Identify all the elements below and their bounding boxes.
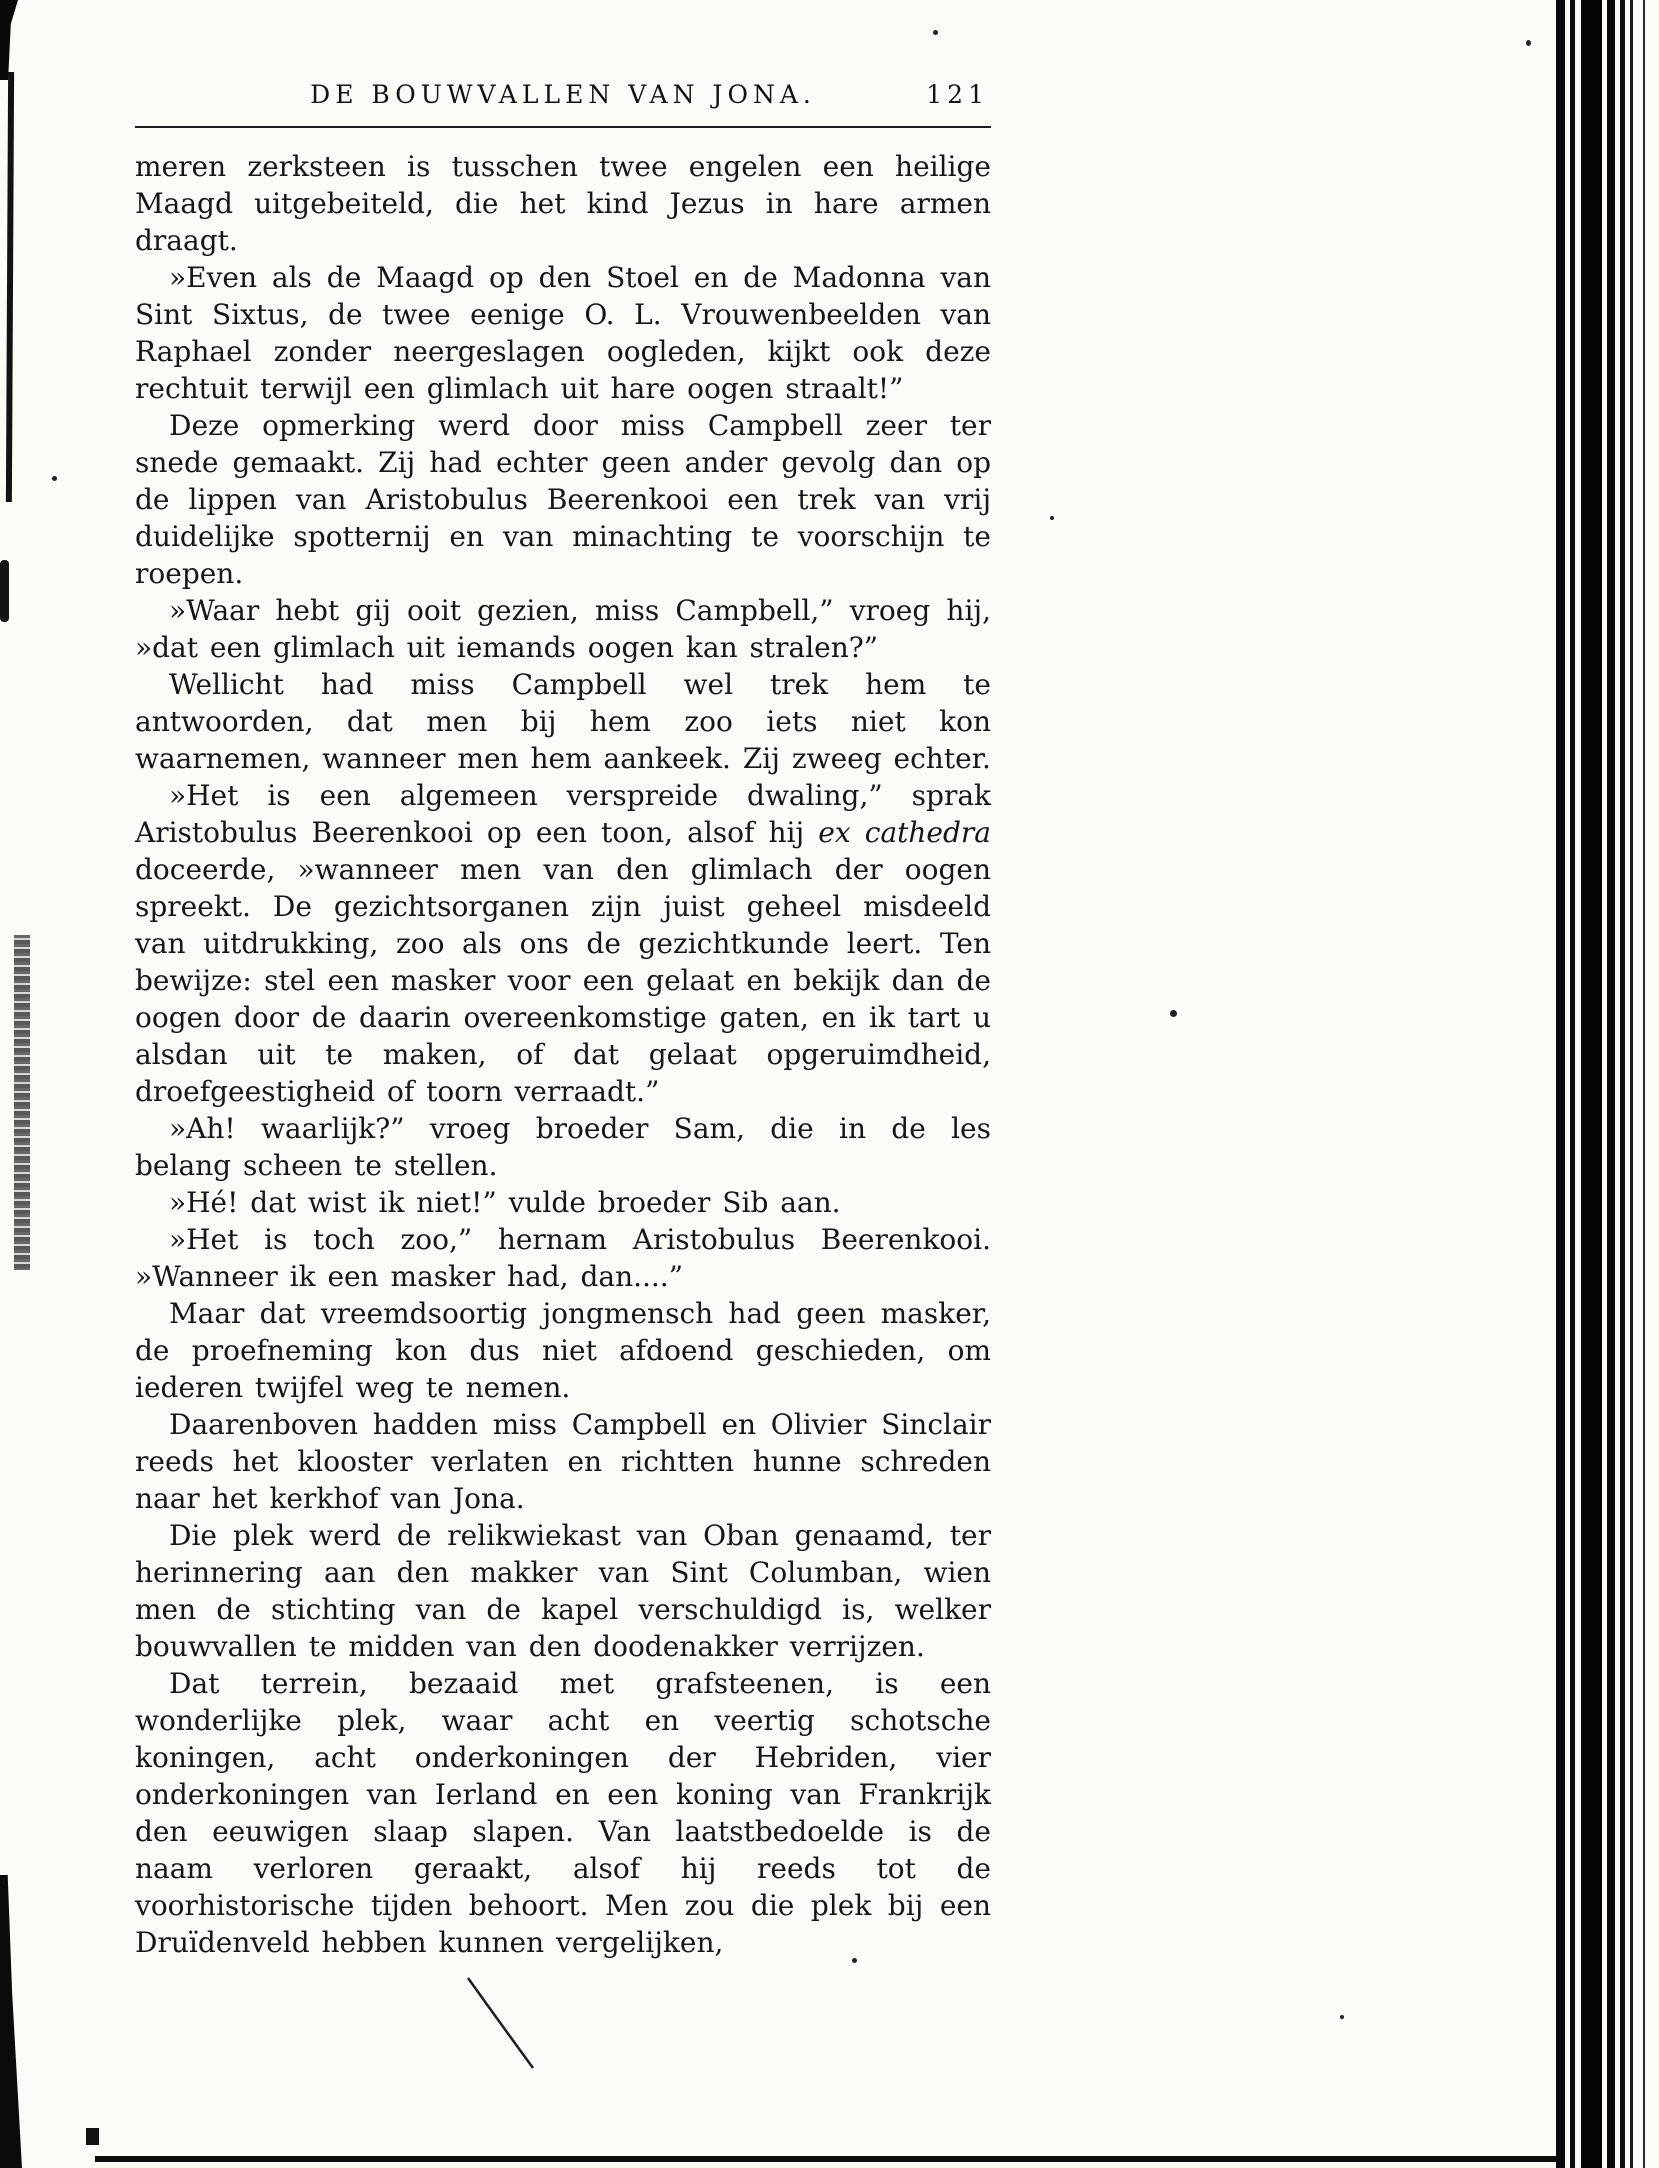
paragraph-4: »Waar hebt gij ooit gezien, miss Campbell,” vroeg hij, »dat een glimlach uit iemands oogen kan stralen?” [135,594,991,664]
header-rule [135,126,991,128]
paragraph-7: »Ah! waarlijk?” vroeg broeder Sam, die in de les belang scheen te stellen. [135,1112,991,1182]
scan-artifact-right-bar-3 [1581,0,1602,2168]
dust-speck [1340,2015,1344,2019]
paragraph-1: meren zerksteen is tusschen twee engelen een heilige Maagd uitgebeiteld, die het kind Jezus in hare armen draagt. [135,150,991,257]
paragraph-10: Maar dat vreemdsoortig jongmensch had geen masker, de proefneming kon dus niet afdoend geschieden, om iederen twijfel weg te nemen. [135,1297,991,1404]
dust-speck [52,476,57,481]
scan-artifact-left-gray-strip [14,935,30,1270]
scan-artifact-left-speck [0,560,9,622]
page-body [135,148,991,1961]
paragraph-8: »Hé! dat wist ik niet!” vulde broeder Sib aan. [169,1186,841,1219]
dust-speck [933,30,938,35]
paragraph-2: »Even als de Maagd op den Stoel en de Madonna van Sint Sixtus, de twee eenige O. L. Vrouwenbeelden van Raphael zonder neergeslagen oogleden, kijkt ook deze rechtuit terwijl een glimlach uit hare oogen straalt!” [135,261,991,405]
scan-artifact-left-top-blob [0,0,18,80]
paragraph-6-text-before: »Het is een algemeen verspreide dwaling,” sprak Aristobulus Beerenkooi op een toon, alsof hij [135,779,991,849]
scan-artifact-right-bar-4 [1607,0,1615,2168]
scan-artifact-bottom-line [95,2156,1557,2162]
scan-artifact-left-line [6,72,14,502]
dust-speck [1526,40,1531,46]
page-header [135,80,991,120]
scan-artifact-bottom-speck [86,2128,99,2145]
paragraph-6-text-after: doceerde, »wanneer men van den glimlach der oogen spreekt. De gezichtsorganen zijn juist geheel misdeeld van uitdrukking, zoo als ons de gezichtkunde leert. Ten bewijze: stel een masker voor een gelaat en bekijk dan de oogen door de daarin overeenkomstige gaten, en ik tart u alsdan uit te maken, of dat gelaat opgeruimdheid, droefgeestigheid of toorn verraadt.” [135,853,991,1108]
paragraph-11: Daarenboven hadden miss Campbell en Olivier Sinclair reeds het klooster verlaten en richtten hunne schreden naar het kerkhof van Jona. [135,1408,991,1515]
scan-artifact-right-bar-2 [1570,0,1575,2168]
italic-latin-phrase: ex cathedra [818,816,991,849]
page-number: 121 [926,80,989,109]
paragraph-12: Die plek werd de relikwiekast van Oban genaamd, ter herinnering aan den makker van Sint Columban, wien men de stichting van de kapel verschuldigd is, welker bouwvallen te midden van den doodenakker verrijzen. [135,1519,991,1663]
page-content [135,80,991,1961]
paragraph-6 [135,777,991,1110]
scan-artifact-right-bar-1 [1556,0,1565,2168]
dust-speck [1050,516,1054,520]
paragraph-9: »Het is toch zoo,” hernam Aristobulus Beerenkooi. »Wanneer ik een masker had, dan....” [135,1223,991,1293]
running-title: DE BOUWVALLEN VAN JONA. [310,80,816,109]
scan-artifact-right-bar-7 [1643,0,1645,2168]
scan-artifact-right-bar-6 [1630,0,1633,2168]
dust-speck [1170,1010,1177,1017]
paragraph-5: Wellicht had miss Campbell wel trek hem te antwoorden, dat men bij hem zoo iets niet kon waarnemen, wanneer men hem aankeek. Zij zweeg echter. [135,668,991,775]
paragraph-3: Deze opmerking werd door miss Campbell zeer ter snede gemaakt. Zij had echter geen ander gevolg dan op de lippen van Aristobulus Beerenkooi een trek van vrij duidelijke spotternij en van minachting te voorschijn te roepen. [135,409,991,590]
paragraph-13: Dat terrein, bezaaid met grafsteenen, is een wonderlijke plek, waar acht en veertig schotsche koningen, acht onderkoningen der Hebriden, vier onderkoningen van Ierland en een koning van Frankrijk den eeuwigen slaap slapen. Van laatstbedoelde is de naam verloren geraakt, alsof hij reeds tot de voorhistorische tijden behoort. Men zou die plek bij een Druïdenveld hebben kunnen vergelijken, [135,1667,991,1959]
scan-artifact-right-bar-5 [1620,0,1625,2168]
scan-artifact-left-bottom-blob [0,1875,22,2168]
